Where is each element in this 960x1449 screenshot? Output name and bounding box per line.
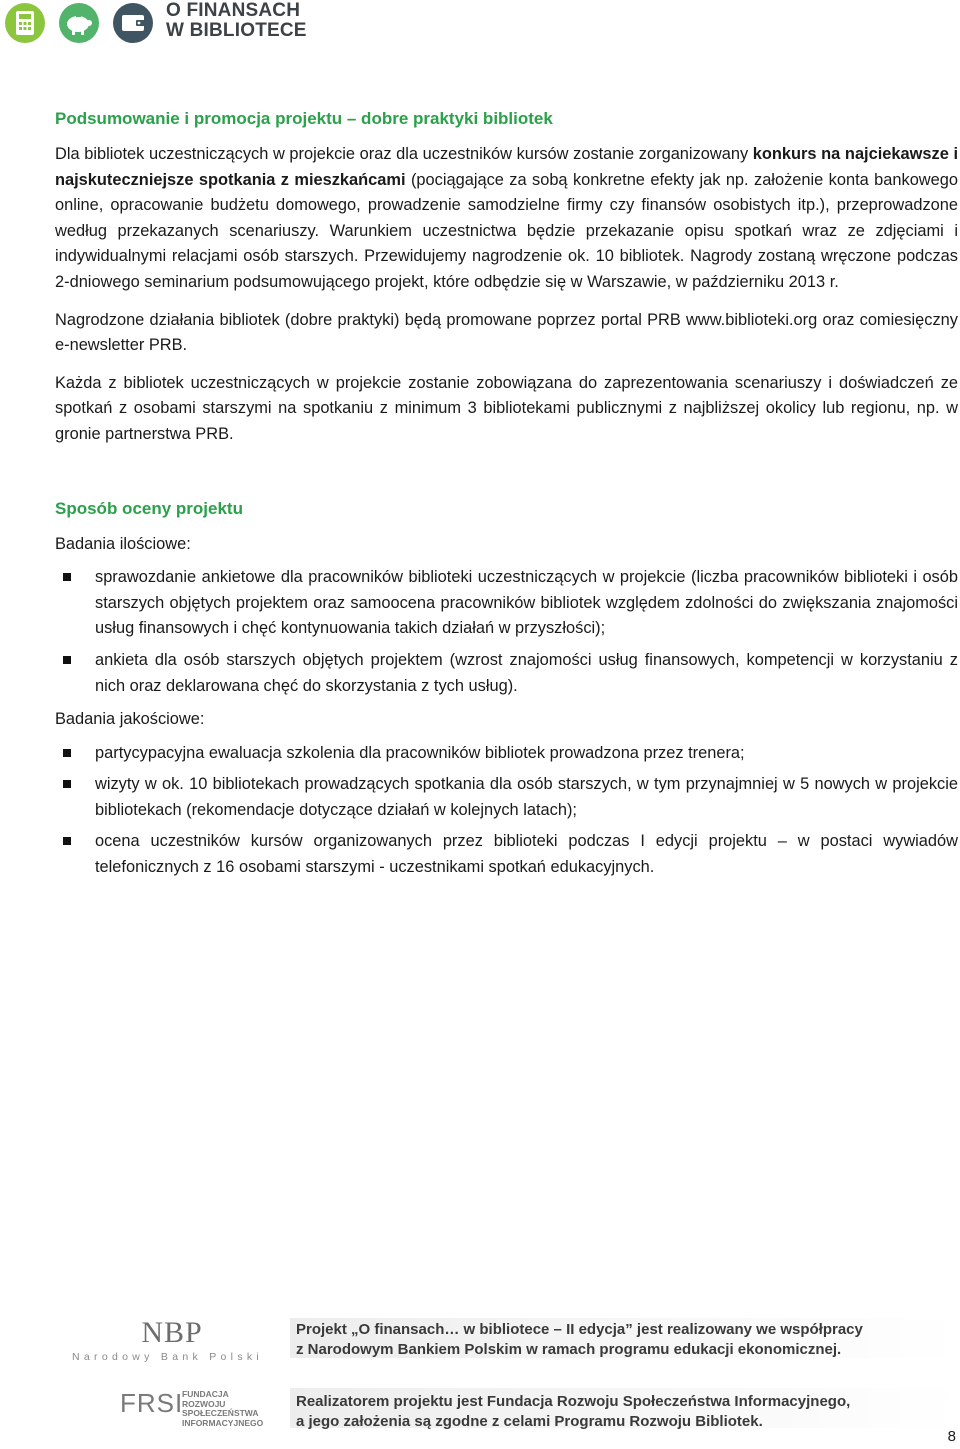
bullet-square-icon — [63, 573, 71, 581]
calculator-icon — [4, 2, 46, 44]
logo-line-1: O FINANSACH — [166, 0, 301, 21]
paragraph-contest — [55, 142, 958, 296]
bullet-square-icon — [63, 656, 71, 664]
paragraph-contest-text-2: (pociągające za sobą konkretne efekty jak np. założenie konta bankowego online, opracowanie budżetu domowego, prowadzenie samodzielne firmy czy finansów osobistych itp.), przeprowadzone według przekazanych scenariuszy. Warunkiem uczestnictwa będzie przekazanie opisu spotkań wraz ze zdjęciami i indywidualnymi relacjami osób starszych. Przewidujemy nagrodzenie ok. 10 bibliotek. Nagrody zostaną wręczone podczas 2-dniowego seminarium podsumowującego projekt, które odbędzie się w Warszawie, w październiku 2013 r. — [55, 170, 958, 291]
qualitative-list — [55, 741, 958, 881]
frsi-logo — [120, 1388, 270, 1434]
wallet-icon — [112, 2, 154, 44]
nbp-logo-subtitle: Narodowy Bank Polski — [72, 1351, 264, 1363]
paragraph-presentation: Każda z bibliotek uczestniczących w projekcie zostanie zobowiązana do zaprezentowania scenariuszy i doświadczeń ze spotkań z osobami starszymi na spotkaniu z minimum 3 bibliotekami publicznymi z najbliższej okolicy lub regionu, np. w gronie partnerstwa PRB. — [55, 373, 958, 443]
paragraph-contest-bold: konkurs na najciekawsze i najskuteczniejsze spotkania z mieszkańcami — [55, 145, 958, 189]
quantitative-label: Badania ilościowe: — [55, 534, 191, 553]
nbp-logo-title: NBP — [141, 1316, 203, 1349]
bullet-square-icon — [63, 780, 71, 788]
site-logo — [166, 1, 307, 41]
page-header — [0, 0, 960, 50]
section-heading-evaluation: Sposób oceny projektu — [55, 498, 243, 518]
frsi-logo-subtitle: FUNDACJA ROZWOJU SPOŁECZEŃSTWA INFORMACYJNEGO — [182, 1389, 264, 1428]
list-item: ocena uczestników kursów organizowanych przez biblioteki podczas I edycji projektu – w postaci wywiadów telefonicznych z 16 osobami starszymi - uczestnikami spotkań edukacyjnych. — [55, 829, 958, 880]
paragraph-contest-text-1: Dla bibliotek uczestniczących w projekcie oraz dla uczestników kursów zostanie zorganizowany — [55, 145, 753, 163]
list-item: partycypacyjna ewaluacja szkolenia dla pracowników bibliotek prowadzona przez trenera; — [55, 741, 958, 767]
qualitative-label: Badania jakościowe: — [55, 710, 205, 729]
footer-banner-nbp-line-1: Projekt „O finansach… w bibliotece – II edycja” jest realizowany we współpracy — [296, 1321, 863, 1338]
section-heading-summary: Podsumowanie i promocja projektu – dobre praktyki bibliotek — [55, 109, 553, 128]
document-body — [55, 106, 958, 889]
logo-line-2: W BIBLIOTECE — [166, 20, 307, 41]
page-footer — [0, 1300, 960, 1449]
paragraph-promotion: Nagrodzone działania bibliotek (dobre praktyki) będą promowane poprzez portal PRB www.biblioteki.org oraz comiesięczny e-newsletter PRB. — [55, 310, 958, 355]
bullet-square-icon — [63, 749, 71, 757]
list-item: wizyty w ok. 10 bibliotekach prowadzących spotkania dla osób starszych, w tym przynajmniej w 5 nowych w projekcie bibliotekach (rekomendacje dotyczące działań w kolejnych latach); — [55, 772, 958, 823]
piggy-bank-icon — [58, 2, 100, 44]
frsi-logo-title: FRSI — [120, 1388, 184, 1418]
footer-banner-frsi-line-2: a jego założenia są zgodne z celami Programu Rozwoju Bibliotek. — [296, 1413, 763, 1430]
footer-banner-nbp-line-2: z Narodowym Bankiem Polskim w ramach programu edukacji ekonomicznej. — [296, 1341, 842, 1358]
quantitative-list — [55, 565, 958, 699]
page-number: 8 — [947, 1428, 956, 1445]
list-item: sprawozdanie ankietowe dla pracowników biblioteki uczestniczących w projekcie (liczba pracowników biblioteki i osób starszych objętych projektem oraz samoocena pracowników bibliotek względem zdolności do zwiększania znajomości usług finansowych i chęć kontynuowania takich działań w przyszłości); — [55, 565, 958, 642]
list-item: ankieta dla osób starszych objętych projektem (wzrost znajomości usług finansowych, kompetencji w korzystaniu z nich oraz deklarowana chęć do skorzystania z tych usług). — [55, 648, 958, 699]
footer-banner-frsi-line-1: Realizatorem projektu jest Fundacja Rozwoju Społeczeństwa Informacyjnego, — [296, 1393, 851, 1410]
nbp-logo — [72, 1316, 272, 1364]
bullet-square-icon — [63, 837, 71, 845]
